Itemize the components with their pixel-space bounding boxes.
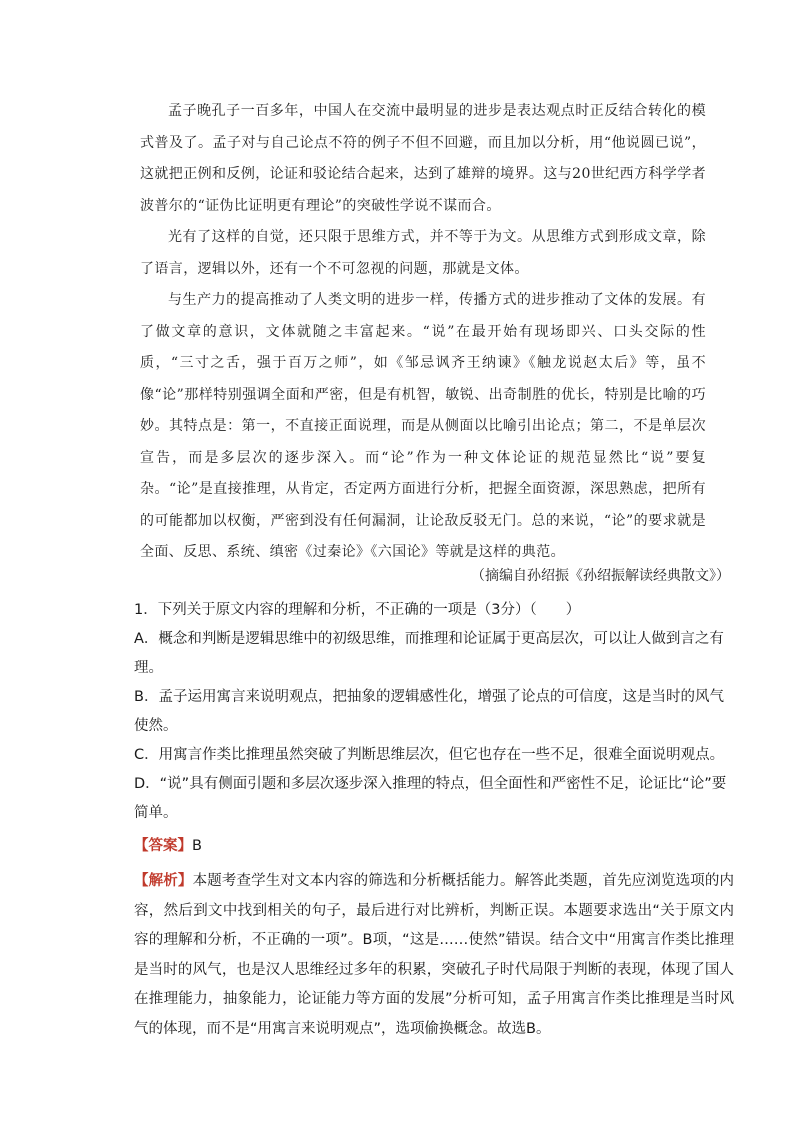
reading-passage — [140, 96, 706, 569]
passage-paragraph-2: 光有了这样的自觉，还只限于思维方式，并不等于为文。从思维方式到形成文章，除了语言，逻辑以外，还有一个不可忽视的问题，那就是文体。 — [140, 229, 706, 277]
analysis-block — [134, 867, 734, 1044]
option-b: B．孟子运用寓言来说明观点，把抽象的逻辑感性化，增强了论点的可信度，这是当时的风气使然。 — [134, 689, 724, 734]
passage-source: （摘编自孙绍振《孙绍振解读经典散文》） — [471, 568, 730, 584]
option-d: D．“说”具有侧面引题和多层次逐步深入推理的特点，但全面性和严密性不足，论证比“论”要简单。 — [134, 776, 727, 821]
option-c: C．用寓言作类比推理虽然突破了判断思维层次，但它也存在一些不足，很难全面说明观点。 — [134, 747, 725, 763]
option-a: A．概念和判断是逻辑思维中的初级思维，而推理和论证属于更高层次，可以让人做到言之有理。 — [134, 631, 724, 676]
question-block — [134, 596, 734, 1044]
question-stem: 1．下列关于原文内容的理解和分析，不正确的一项是（3分）（ ） — [134, 602, 581, 618]
analysis-text: 本题考查学生对文本内容的筛选和分析概括能力。解答此类题，首先应浏览选项的内容，然后到文中找到相关的句子，最后进行对比辨析，判断正误。本题要求选出“关于原文内容的理解和分析，不正确的一项”。B项，“这是……使然”错误。结合文中“用寓言作类比推理是当时的风气，也是汉人思维经过多年的积累，突破孔子时代局限于判断的表现，体现了国人在推理能力，抽象能力，论证能力等方面的发展”分析可知，孟子用寓言作类比推理是当时风气的体现，而不是“用寓言来说明观点”，选项偷换概念。故选B。 — [134, 873, 735, 1037]
answer-label: 【答案】 — [134, 838, 192, 854]
passage-paragraph-3: 与生产力的提高推动了人类文明的进步一样，传播方式的进步推动了文体的发展。有了做文章的意识，文体就随之丰富起来。“说”在最开始有现场即兴、口头交际的性质，“三寸之舌，强于百万之师”，如《邹忌讽齐王纳谏》《触龙说赵太后》等，虽不像“论”那样特别强调全面和严密，但是有机智，敏锐、出奇制胜的优长，特别是比喻的巧妙。其特点是：第一，不直接正面说理，而是从侧面以比喻引出论点；第二，不是单层次宣告，而是多层次的逐步深入。而“论”作为一种文体论证的规范显然比“说”要复杂。“论”是直接推理，从肯定，否定两方面进行分析，把握全面资源，深思熟虑，把所有的可能都加以权衡，严密到没有任何漏洞，让论敌反驳无门。总的来说，“论”的要求就是全面、反思、系统、缜密《过秦论》《六国论》等就是这样的典范。 — [140, 292, 706, 560]
analysis-label: 【解析】 — [134, 873, 193, 889]
answer-line — [134, 832, 734, 861]
answer-value: B — [192, 838, 202, 854]
passage-paragraph-1: 孟子晚孔子一百多年，中国人在交流中最明显的进步是表达观点时正反结合转化的模式普及了。孟子对与自己论点不符的例子不但不回避，而且加以分析，用“他说圆已说”，这就把正例和反例，论证和驳论结合起来，达到了雄辩的境界。这与20世纪西方科学学者波普尔的“证伪比证明更有理论”的突破性学说不谋而合。 — [140, 103, 706, 214]
